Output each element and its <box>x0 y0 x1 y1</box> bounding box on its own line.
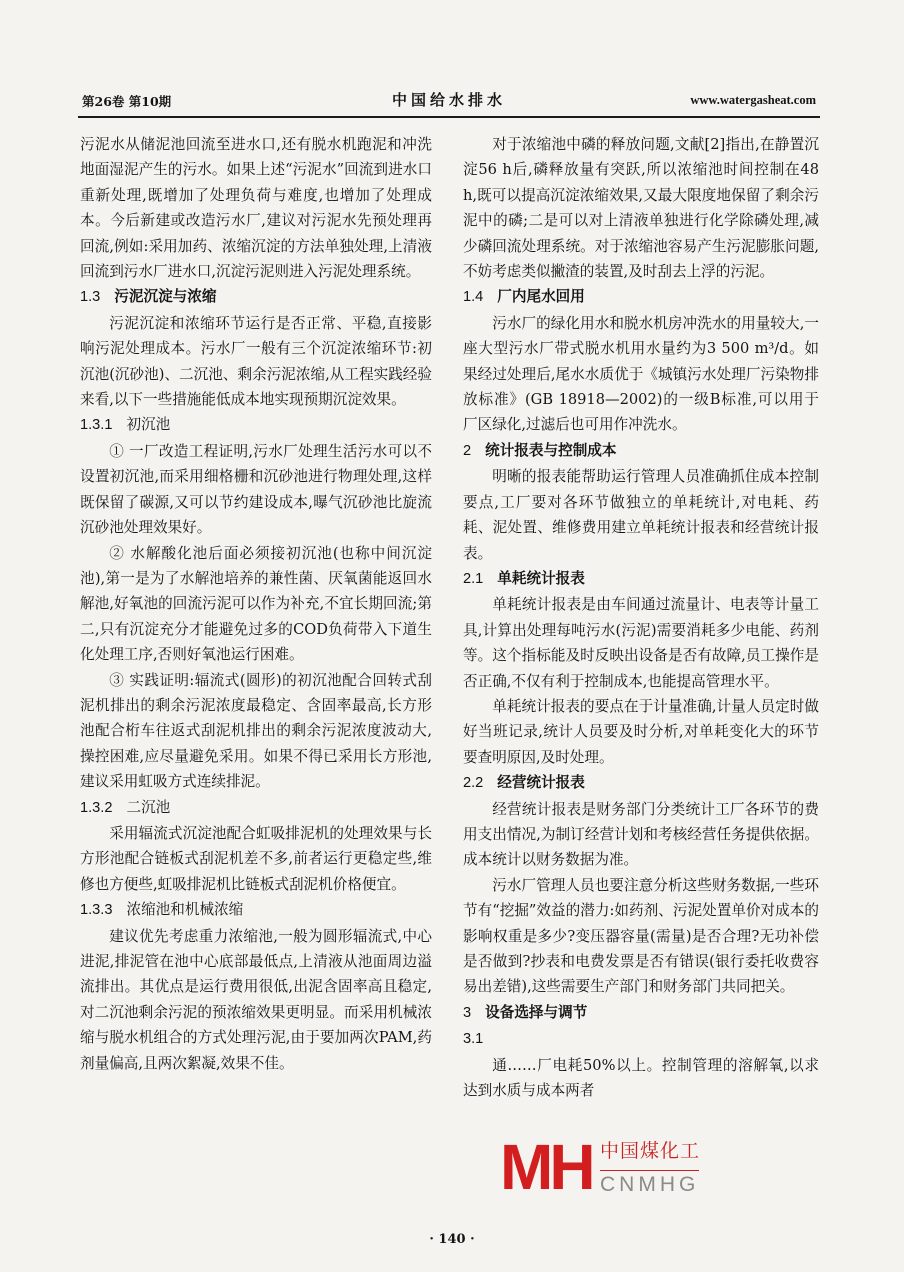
paragraph: 污泥沉淀和浓缩环节运行是否正常、平稳,直接影响污泥处理成本。污水厂一般有三个沉淀浓缩环节:初沉池(沉砂池)、二沉池、剩余污泥浓缩,从工程实践经验来看,以下一些措施能低成本地实现预期沉淀效果。 <box>80 314 432 409</box>
paragraph: 经营统计报表是财务部门分类统计工厂各环节的费用支出情况,为制订经营计划和考核经营任务提供依据。成本统计以财务数据为准。 <box>463 800 819 869</box>
paragraph: ③ 实践证明:辐流式(圆形)的初沉池配合回转式刮泥机排出的剩余污泥浓度最稳定、含固率最高,长方形池配合桁车往返式刮泥机排出的剩余污泥浓度波动大,操控困难,应尽量避免采用。如果不得已采用长方形池,建议采用虹吸方式连续排泥。 <box>80 671 432 791</box>
section-heading-3-1: 3.1 <box>463 1031 484 1048</box>
paragraph-continued: 污泥水从储泥池回流至进水口,还有脱水机跑泥和冲洗地面湿泥产生的污水。如果上述“污泥水”回流到进水口重新处理,既增加了处理负荷与难度,也增加了处理成本。今后新建或改造污水厂,建议对污泥水先预处理再回流,例如:采用加药、浓缩沉淀的方法单独处理,上清液回流到污水厂进水口,沉淀污泥则进入污泥处理系统。 <box>80 136 432 281</box>
section-heading-2: 2 统计报表与控制成本 <box>463 441 617 459</box>
section-heading-3: 3 设备选择与调节 <box>463 1003 588 1021</box>
paragraph: 污水厂的绿化用水和脱水机房冲洗水的用量较大,一座大型污水厂带式脱水机用水量约为3 500 m³/d。如果经过处理后,尾水水质优于《城镇污水处理厂污染物排放标准》(GB 18918—2002)的一级B标准,可以用于厂区绿化,过滤后也可用作冲洗水。 <box>463 314 819 434</box>
right-column <box>463 132 819 1103</box>
paragraph: 建议优先考虑重力浓缩池,一般为圆形辐流式,中心进泥,排泥管在池中心底部最低点,上清液从池面周边溢流排出。其优点是运行费用很低,出泥含固率高且稳定,对二沉池剩余污泥的预浓缩效果更明显。而采用机械浓缩与脱水机组合的方式处理污泥,由于要加两次PAM,药剂量偏高,且两次絮凝,效果不佳。 <box>80 927 432 1072</box>
paragraph: ② 水解酸化池后面必须接初沉池(也称中间沉淀池),第一是为了水解池培养的兼性菌、厌氧菌能返回水解池,好氧池的回流污泥可以作为补充,不宜长期回流;第二,只有沉淀充分才能避免过多的COD负荷带入下道生化处理工序,否则好氧池运行困难。 <box>80 544 432 664</box>
section-heading-1-4: 1.4 厂内尾水回用 <box>463 288 585 306</box>
paragraph: ① 一厂改造工程证明,污水厂处理生活污水可以不设置初沉池,而采用细格栅和沉砂池进行物理处理,这样既保留了碳源,又可以节约建设成本,曝气沉砂池比旋流沉砂池处理效果好。 <box>80 442 432 537</box>
volume-issue: 第26卷 第10期 <box>82 94 172 109</box>
subsection-heading-1-3-2: 1.3.2 二沉池 <box>80 798 171 816</box>
section-heading-2-2: 2.2 经营统计报表 <box>463 774 585 792</box>
paragraph: 单耗统计报表的要点在于计量准确,计量人员定时做好当班记录,统计人员要及时分析,对单耗变化大的环节要查明原因,及时处理。 <box>463 697 819 766</box>
section-heading-1-3: 1.3 污泥沉淀与浓缩 <box>80 288 217 306</box>
watermark-mark: MH <box>500 1131 592 1203</box>
watermark-name-en: CNMHG <box>600 1170 699 1197</box>
journal-website: www.watergasheat.com <box>690 93 816 107</box>
paragraph: 单耗统计报表是由车间通过流量计、电表等计量工具,计算出处理每吨污水(污泥)需要消耗多少电能、药剂等。这个指标能及时反映出设备是否有故障,员工操作是否正确,不仅有利于控制成本,也能提高管理水平。 <box>463 596 819 690</box>
page-number: · 140 · <box>429 1232 475 1247</box>
paragraph: 污水厂管理人员也要注意分析这些财务数据,一些环节有“挖掘”效益的潜力:如药剂、污泥处置单价对成本的影响权重是多少?变压器容量(需量)是否合理?无功补偿是否做到?抄表和电费发票是否有错误(银行委托收费容易出差错),这些需要生产部门和财务部门共同把关。 <box>463 876 819 996</box>
subsection-heading-1-3-1: 1.3.1 初沉池 <box>80 416 171 434</box>
journal-title: 中国给水排水 <box>391 91 506 109</box>
watermark-logo <box>496 1130 722 1204</box>
left-column <box>80 132 432 1076</box>
paragraph: 对于浓缩池中磷的释放问题,文献[2]指出,在静置沉淀56 h后,磷释放量有突跃,所以浓缩池时间控制在48 h,既可以提高沉淀浓缩效果,又最大限度地保留了剩余污泥中的磷;二是可以对上清液单独进行化学除磷处理,减少磷回流处理系统。对于浓缩池容易产生污泥膨胀问题,不妨考虑类似撇渣的装置,及时刮去上浮的污泥。 <box>463 136 819 281</box>
paragraph-partial: 通……厂电耗50%以上。控制管理的溶解氧,以求达到水质与成本两者 <box>463 1056 819 1100</box>
subsection-heading-1-3-3: 1.3.3 浓缩池和机械浓缩 <box>80 901 244 919</box>
running-header <box>78 88 820 118</box>
section-heading-2-1: 2.1 单耗统计报表 <box>463 569 585 587</box>
paragraph: 采用辐流式沉淀池配合虹吸排泥机的处理效果与长方形池配合链板式刮泥机差不多,前者运行更稳定些,维修也方便些,虹吸排泥机比链板式刮泥机价格便宜。 <box>80 824 432 893</box>
paragraph: 明晰的报表能帮助运行管理人员准确抓住成本控制要点,工厂要对各环节做独立的单耗统计,对电耗、药耗、泥处置、维修费用建立单耗统计报表和经营统计报表。 <box>463 468 819 562</box>
watermark-name-cn: 中国煤化工 <box>600 1140 701 1162</box>
